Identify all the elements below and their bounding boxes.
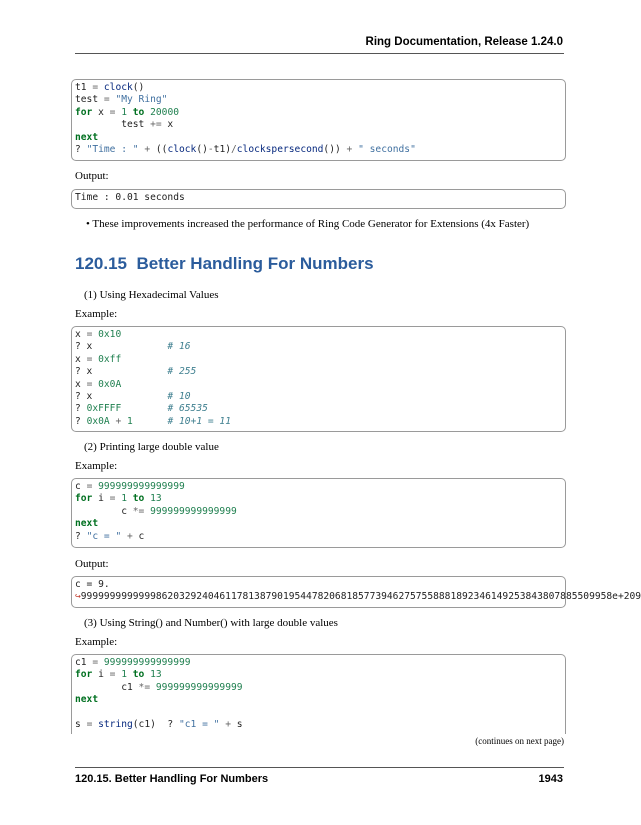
continues-note: (continues on next page) <box>475 736 564 746</box>
header-rule <box>75 53 564 54</box>
list-item-3: (3) Using String() and Number() with large double values <box>84 617 338 629</box>
output-block-1 <box>71 189 566 209</box>
output-block-2-text <box>75 579 641 604</box>
line-continuation-icon: ↪ <box>75 591 81 603</box>
code-block-3 <box>71 478 566 548</box>
output-block-2 <box>71 576 641 608</box>
output-label-2: Output: <box>75 558 109 570</box>
section-heading <box>75 254 374 274</box>
example-label-1: Example: <box>75 308 118 320</box>
section-number: 120.15 <box>75 254 127 273</box>
footer-page-number: 1943 <box>538 773 563 785</box>
bullet-item <box>86 218 529 230</box>
code-block-3-text: c = 999999999999999 for i = 1 to 13 c *= 999999999999999 next ? "c = " + c <box>75 481 237 542</box>
list-item-1: (1) Using Hexadecimal Values <box>84 289 219 301</box>
code-block-1-text: t1 = clock() test = "My Ring" for x = 1 to 20000 test += x next ? "Time : " + ((clock()-t1)/clockspersecond()) + " seconds" <box>75 82 416 156</box>
output-block-2-line1: c = 9. <box>75 579 110 590</box>
example-label-2: Example: <box>75 460 118 472</box>
output-label-1: Output: <box>75 170 109 182</box>
bullet-icon: • <box>86 218 93 230</box>
page-header-title: Ring Documentation, Release 1.24.0 <box>365 36 563 48</box>
list-item-2: (2) Printing large double value <box>84 441 219 453</box>
code-block-2-text: x = 0x10 ? x # 16 x = 0xff ? x # 255 x = 0x0A ? x # 10 ? 0xFFFF # 65535 ? 0x0A + 1 # 10+1 = 11 <box>75 329 231 427</box>
footer-section: 120.15. Better Handling For Numbers <box>75 773 269 785</box>
code-block-4-text: c1 = 999999999999999 for i = 1 to 13 c1 *= 999999999999999 next s = string(c1) ? "c1 = " + s <box>75 657 243 731</box>
code-block-1 <box>71 79 566 161</box>
footer-rule <box>75 767 564 768</box>
bullet-text: These improvements increased the performance of Ring Code Generator for Extensions (4x Faster) <box>92 218 530 230</box>
output-block-1-text: Time : 0.01 seconds <box>75 192 185 203</box>
output-block-2-line2: 99999999999998620329240461178138790195447820681857739462757558881892346149253843807885509958e+209 <box>80 591 641 603</box>
code-block-4 <box>71 654 566 734</box>
example-label-3: Example: <box>75 636 118 648</box>
code-block-2 <box>71 326 566 432</box>
section-title: Better Handling For Numbers <box>136 254 374 273</box>
